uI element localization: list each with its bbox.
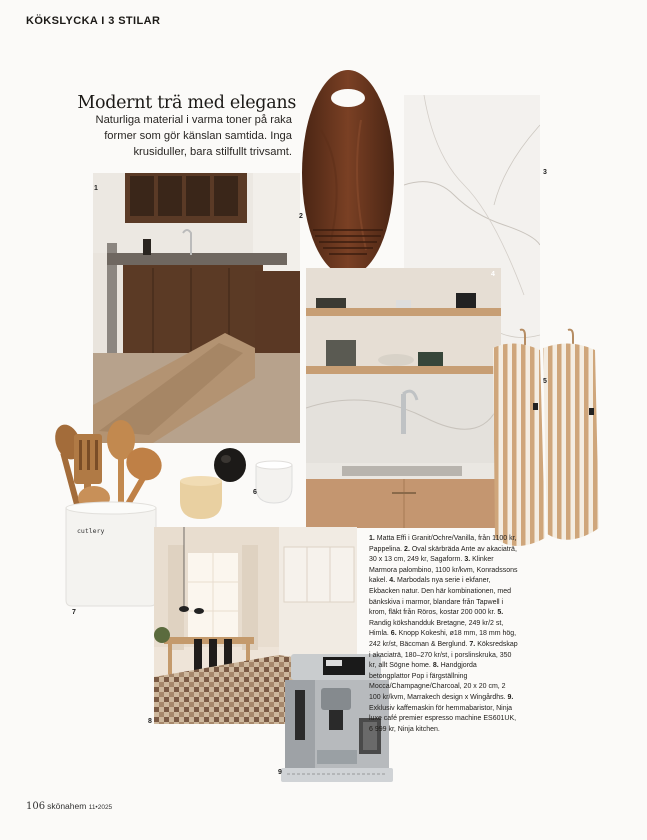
headline: Modernt trä med elegans [77,93,296,113]
item-number-4: 4 [491,271,495,278]
item-number-5: 5 [543,378,547,385]
item-number-8: 8 [148,718,152,725]
product-entry: 9. Exklusiv kaffemaskin för hemmabaristor, Ninja luxe café premier espresso machine ES601UK, 6 999 kr, Ninja kitchen. [369,693,517,733]
kitchen-sink-photo [306,268,501,528]
product-entry: 4. Marbodals nya serie i ekfaner, Ekbacken natur. Den här kombinationen, med bänkskiva i marmor, blandare från Tapwell i krom, fläkt från Röros, kostar 200 000 kr. [369,577,512,617]
intro-text: Naturliga material i varma toner på raka former som gör känslan samtida. Inga krusiduller, bara stilfullt trivsamt. [95,114,292,158]
product-entry: 2. Oval skärbräda Ante av akaciaträ, 30 x 13 cm, 249 kr, Sagaform. [369,545,517,564]
product-entry: 8. Handgjorda betongplattor Pop i färgställning Mocca/Champagne/Charcoal, 20 x 20 cm, 2 100 kr/kvm, Marrakech design x Wingårdhs. [369,662,506,701]
page-number: 106 [26,801,46,812]
kitchen-rug-photo [93,173,300,443]
product-entry: 5. Randig kökshandduk Bretagne, 249 kr/2 st, Himla. [369,609,504,638]
product-entry: 3. Klinker Marmora palombino, 1100 kr/kvm, Konradssons kakel. [369,556,518,585]
item-number-9: 9 [278,769,282,776]
striped-towels-photo [485,328,603,556]
section-label: KÖKSLYCKA I 3 STILAR [26,15,161,27]
knobs-photo [178,447,296,525]
page-footer [26,801,112,812]
item-number-1: 1 [94,185,98,192]
item-number-3: 3 [543,169,547,176]
product-info [369,534,519,735]
item-number-7: 7 [72,609,76,616]
cutting-board-photo [301,70,395,277]
product-entry: 6. Knopp Kokeshi, ø18 mm, 18 mm hög, 242 kr/st, Bäccman & Berglund. [369,630,517,648]
item-number-6: 6 [253,489,257,496]
crock-label: cutlery [77,527,105,535]
product-entry: 7. Köksredskap i akaciaträ, 180–270 kr/st, i porslinskruka, 350 kr, allt Sögne home. [369,640,518,670]
magazine-name: skönahem [47,801,87,811]
item-number-2: 2 [299,213,303,220]
product-entry: 1. Matta Effi i Granit/Ochre/Vanilla, från 1100 kr, Pappelina. [369,535,517,553]
issue-number: 11•2025 [88,804,113,811]
